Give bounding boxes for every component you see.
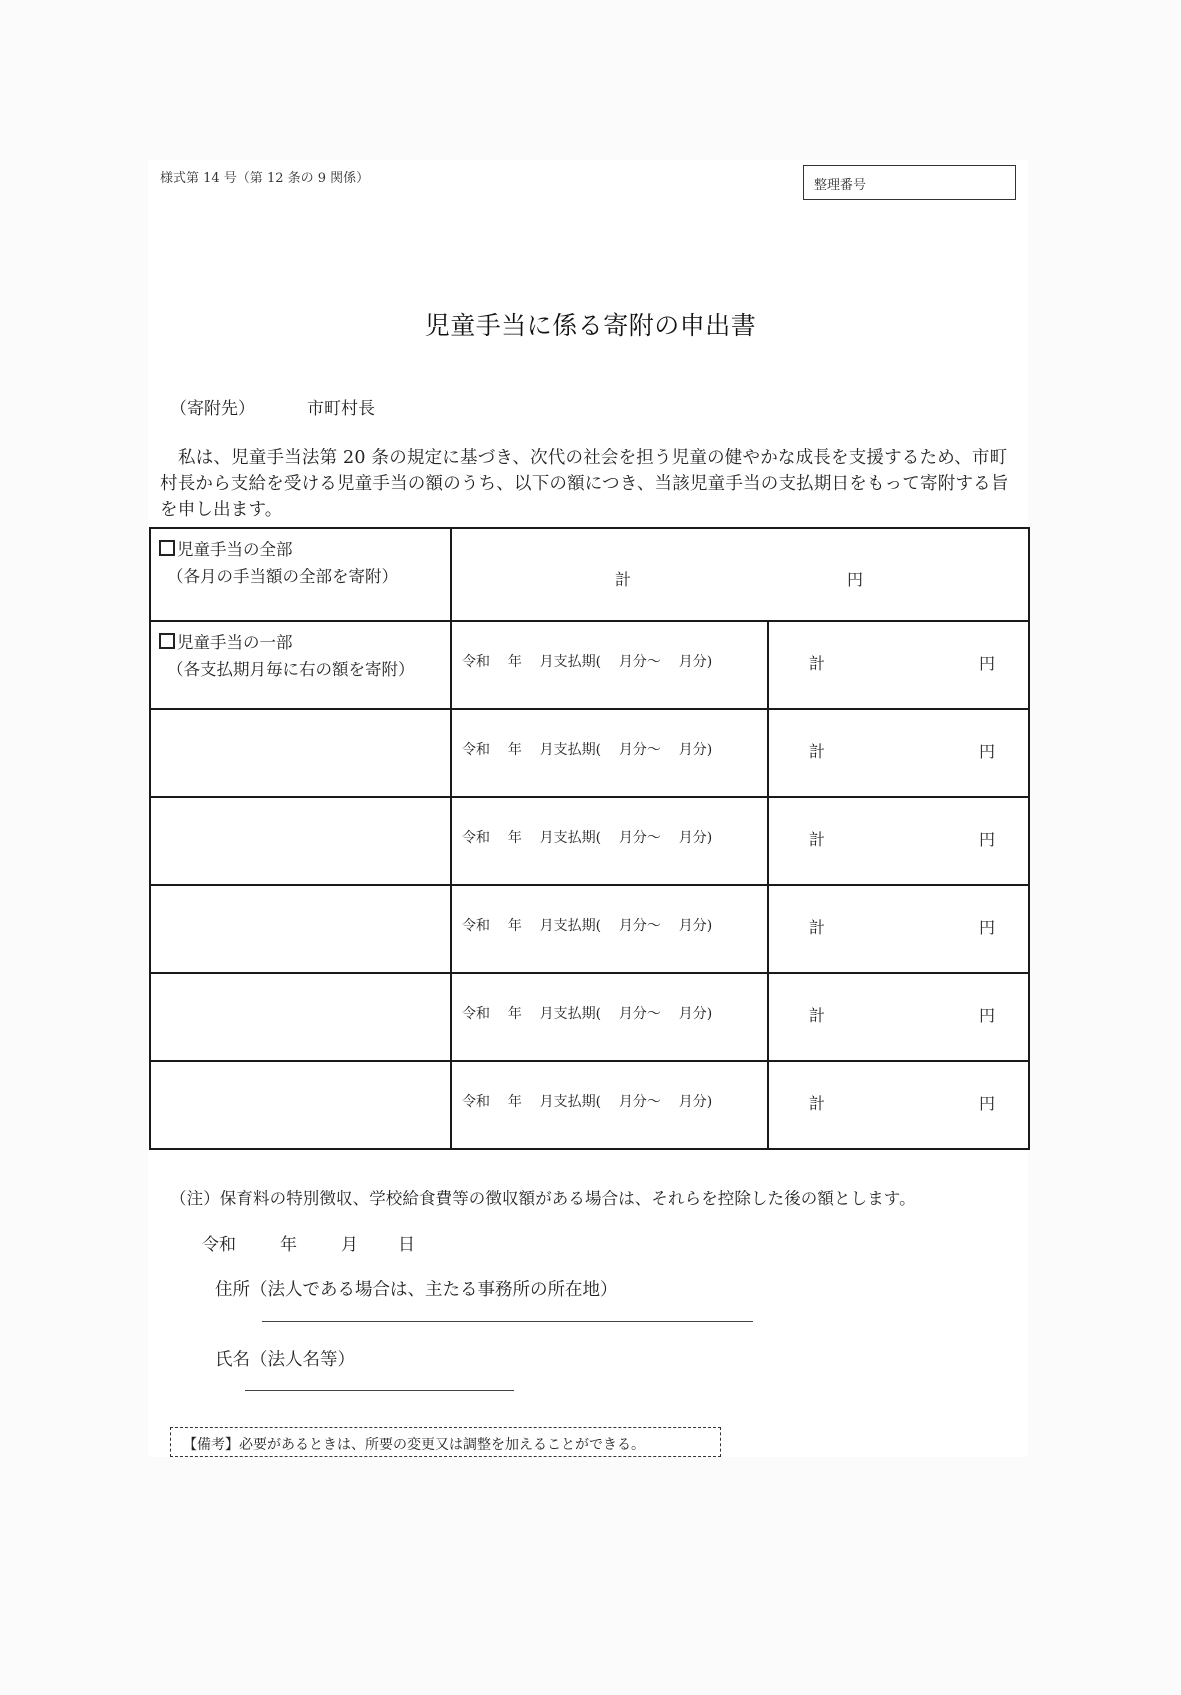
date-day: 日 <box>398 1235 415 1255</box>
period-cell[interactable]: 令和 年 月支払期( 月分～ 月分) <box>451 973 768 1061</box>
empty-cell <box>150 973 451 1061</box>
table-row <box>150 709 1029 797</box>
statement-paragraph <box>160 445 1022 523</box>
table-row <box>150 621 1029 709</box>
yen-label: 円 <box>979 1006 996 1025</box>
option-full-sublabel: （各月の手当額の全部を寄附） <box>167 567 398 586</box>
checkbox-partial[interactable] <box>159 633 175 649</box>
amount-cell[interactable] <box>768 709 1029 797</box>
amount-cell[interactable] <box>768 973 1029 1061</box>
page-title: 児童手当に係る寄附の申出書 <box>424 311 757 340</box>
name-label: 氏名（法人名等） <box>215 1350 355 1370</box>
yen-label: 円 <box>979 654 996 673</box>
checkbox-full[interactable] <box>159 540 175 556</box>
option-partial-sublabel: （各支払期月毎に右の額を寄附） <box>167 660 415 679</box>
amount-cell[interactable] <box>768 885 1029 973</box>
yen-label: 円 <box>979 918 996 937</box>
option-full-cell <box>150 528 451 621</box>
date-field[interactable] <box>202 1230 415 1255</box>
date-month: 月 <box>341 1235 358 1255</box>
total-label: 計 <box>809 918 826 937</box>
period-cell[interactable]: 令和 年 月支払期( 月分～ 月分) <box>451 797 768 885</box>
yen-label: 円 <box>979 1094 996 1113</box>
empty-cell <box>150 709 451 797</box>
full-amount-cell[interactable] <box>451 528 1029 621</box>
total-label: 計 <box>809 654 826 673</box>
total-label: 計 <box>809 742 826 761</box>
period-cell[interactable]: 令和 年 月支払期( 月分～ 月分) <box>451 621 768 709</box>
reference-number-field[interactable] <box>803 165 1016 200</box>
yen-label: 円 <box>979 830 996 849</box>
period-cell[interactable]: 令和 年 月支払期( 月分～ 月分) <box>451 1061 768 1149</box>
empty-cell <box>150 797 451 885</box>
total-label: 計 <box>809 1094 826 1113</box>
reference-number-label: 整理番号 <box>814 178 867 193</box>
yen-label: 円 <box>847 570 864 589</box>
option-partial-cell <box>150 621 451 709</box>
name-input-line[interactable] <box>245 1390 514 1391</box>
table-row <box>150 973 1029 1061</box>
empty-cell <box>150 1061 451 1149</box>
form-number: 様式第 14 号（第 12 条の 9 関係） <box>160 171 370 186</box>
amount-cell[interactable] <box>768 621 1029 709</box>
destination-value: 市町村長 <box>307 399 375 419</box>
remark-text: 【備考】必要があるときは、所要の変更又は調整を加えることができる。 <box>183 1437 645 1453</box>
date-era: 令和 <box>202 1235 236 1255</box>
option-partial-label: 児童手当の一部 <box>177 633 293 652</box>
total-label: 計 <box>809 1006 826 1025</box>
remark-box <box>170 1427 721 1457</box>
period-cell[interactable]: 令和 年 月支払期( 月分～ 月分) <box>451 709 768 797</box>
donation-table <box>149 527 1030 1150</box>
table-row <box>150 1061 1029 1149</box>
total-label: 計 <box>615 570 632 589</box>
address-input-line[interactable] <box>262 1321 753 1322</box>
yen-label: 円 <box>979 742 996 761</box>
address-label: 住所（法人である場合は、主たる事務所の所在地） <box>215 1280 618 1300</box>
amount-cell[interactable] <box>768 1061 1029 1149</box>
table-row-full <box>150 528 1029 621</box>
amount-cell[interactable] <box>768 797 1029 885</box>
empty-cell <box>150 885 451 973</box>
statement-text: 私は、児童手当法第 20 条の規定に基づき、次代の社会を担う児童の健やかな成長を支援するため、市町村長から支給を受ける児童手当の額のうち、以下の額につき、当該児童手当の支払期日をもって寄附する旨を申し出ます。 <box>160 448 1009 520</box>
option-full-label: 児童手当の全部 <box>177 540 293 559</box>
period-cell[interactable]: 令和 年 月支払期( 月分～ 月分) <box>451 885 768 973</box>
date-year: 年 <box>280 1235 297 1255</box>
destination-label: （寄附先） <box>170 399 255 419</box>
table-row <box>150 885 1029 973</box>
note-text: （注）保育料の特別徴収、学校給食費等の徴収額がある場合は、それらを控除した後の額とします。 <box>170 1189 916 1208</box>
total-label: 計 <box>809 830 826 849</box>
table-row <box>150 797 1029 885</box>
